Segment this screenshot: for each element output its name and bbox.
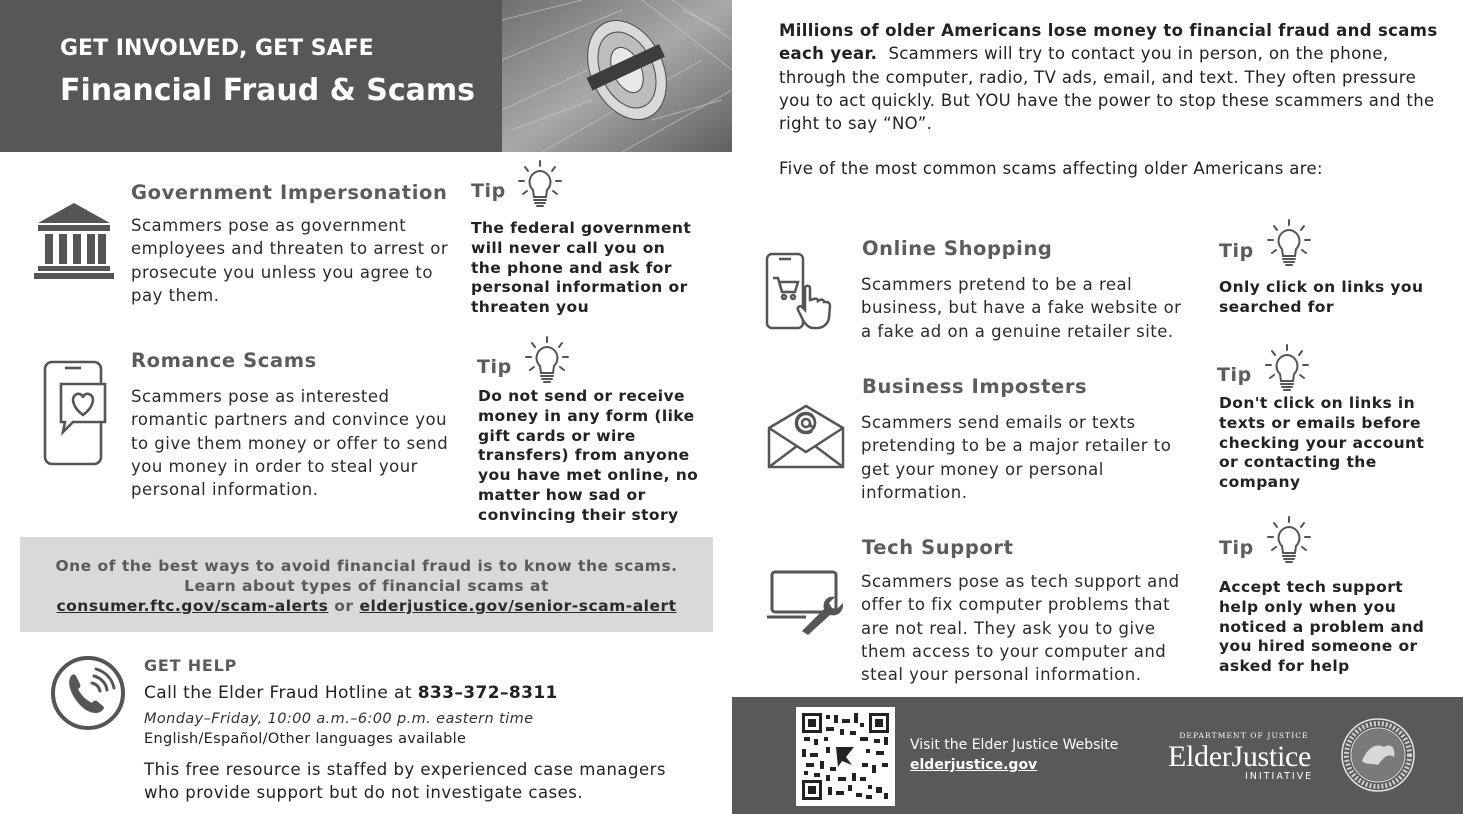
qr-code[interactable] (796, 707, 895, 806)
tip-text-government: The federal government will never call you on the phone and ask for personal information or threaten you (471, 219, 692, 317)
email-envelope-icon (767, 404, 845, 470)
tip-label: Tip (1219, 240, 1254, 262)
hotline-line (144, 683, 558, 703)
doj-label: DEPARTMENT OF JUSTICE (1179, 731, 1309, 740)
intro-paragraph (779, 19, 1439, 135)
tip-label: Tip (1219, 537, 1254, 559)
five-scams-lead: Five of the most common scams affecting older Americans are: (779, 159, 1323, 178)
header-kicker: GET INVOLVED, GET SAFE (60, 36, 374, 61)
elder-justice-logo: ElderJustice (1168, 740, 1312, 773)
section-title-romance: Romance Scams (131, 349, 317, 372)
initiative-label: INITIATIVE (1245, 771, 1314, 782)
section-body-business-imposters: Scammers send emails or texts pretending to be a major retailer to get your money or personal information. (861, 413, 1172, 502)
section-body-government: Scammers pose as government employees and threaten to arrest or prosecute you unless you agree to pay them. (131, 216, 449, 305)
doj-seal-icon (1340, 717, 1416, 793)
section-title-online-shopping: Online Shopping (862, 237, 1053, 260)
section-body-romance: Scammers pose as interested romantic partners and convince you to give them money or offer to send you money in order to steal your personal information. (131, 387, 449, 500)
laptop-wrench-icon (766, 569, 846, 635)
band-line-2: Learn about types of financial scams at (184, 577, 549, 595)
section-body-tech-support: Scammers pose as tech support and offer to fix computer problems that are not real. They ask you to give them access to your computer and steal your personal information. (861, 572, 1180, 685)
visit-website-text: Visit the Elder Justice Website (910, 737, 1119, 753)
hotline-hours: Monday–Friday, 10:00 a.m.–6:00 p.m. eastern time (144, 711, 534, 727)
tip-text-romance: Do not send or receive money in any form (like gift cards or wire transfers) from anyone you have met online, no matter how sad or convincing their story (478, 387, 699, 524)
lightbulb-icon (524, 335, 570, 385)
phone-call-icon (50, 655, 126, 731)
tip-text-tech-support: Accept tech support help only when you noticed a problem and you hired someone or asked for help (1219, 578, 1425, 676)
tip-label: Tip (477, 356, 512, 378)
lightbulb-icon (1266, 515, 1312, 565)
phone-heart-icon (43, 360, 111, 466)
lightbulb-icon (517, 159, 563, 209)
lightbulb-icon (1266, 218, 1312, 268)
header-title: Financial Fraud & Scams (60, 73, 476, 108)
elderjustice-scam-alert-link[interactable]: elderjustice.gov/senior-scam-alert (359, 597, 677, 615)
band-or: or (334, 597, 354, 615)
band-line-1: One of the best ways to avoid financial fraud is to know the scams. (55, 557, 678, 575)
section-title-business-imposters: Business Imposters (862, 375, 1088, 398)
intro-text: Scammers will try to contact you in person, on the phone, through the computer, radio, TV ads, email, and text. They often pressure you to act quickly. But YOU have the power to stop these scammers and the right to say “NO”. (779, 44, 1435, 134)
government-building-icon (34, 201, 114, 279)
section-body-online-shopping: Scammers pretend to be a real business, but have a fake website or a fake ad on a genuine retailer site. (861, 275, 1182, 341)
hotline-languages: English/Español/Other languages available (144, 731, 467, 747)
get-help-heading: GET HELP (144, 656, 238, 675)
hotline-phone-number[interactable]: 833–372–8311 (417, 683, 558, 703)
section-title-tech-support: Tech Support (862, 536, 1014, 559)
elderjustice-website-link[interactable]: elderjustice.gov (910, 757, 1038, 773)
tip-label: Tip (1217, 364, 1252, 386)
tip-text-online-shopping: Only click on links you searched for (1219, 278, 1424, 316)
resources-band (20, 537, 713, 632)
hotline-text: Call the Elder Fraud Hotline at (144, 683, 412, 703)
section-title-government: Government Impersonation (131, 181, 448, 204)
phone-cart-icon (765, 252, 845, 332)
money-roll-photo (502, 0, 732, 152)
tip-text-business-imposters: Don't click on links in texts or emails before checking your account or contacting the company (1219, 394, 1425, 492)
tip-label: Tip (471, 180, 506, 202)
lightbulb-icon (1264, 343, 1310, 393)
intro-bold: Millions of older Americans lose money to financial fraud and scams each year. (779, 21, 1438, 64)
hotline-note: This free resource is staffed by experienced case managers who provide support but do not investigate cases. (144, 760, 667, 802)
ftc-scam-alerts-link[interactable]: consumer.ftc.gov/scam-alerts (56, 597, 329, 615)
